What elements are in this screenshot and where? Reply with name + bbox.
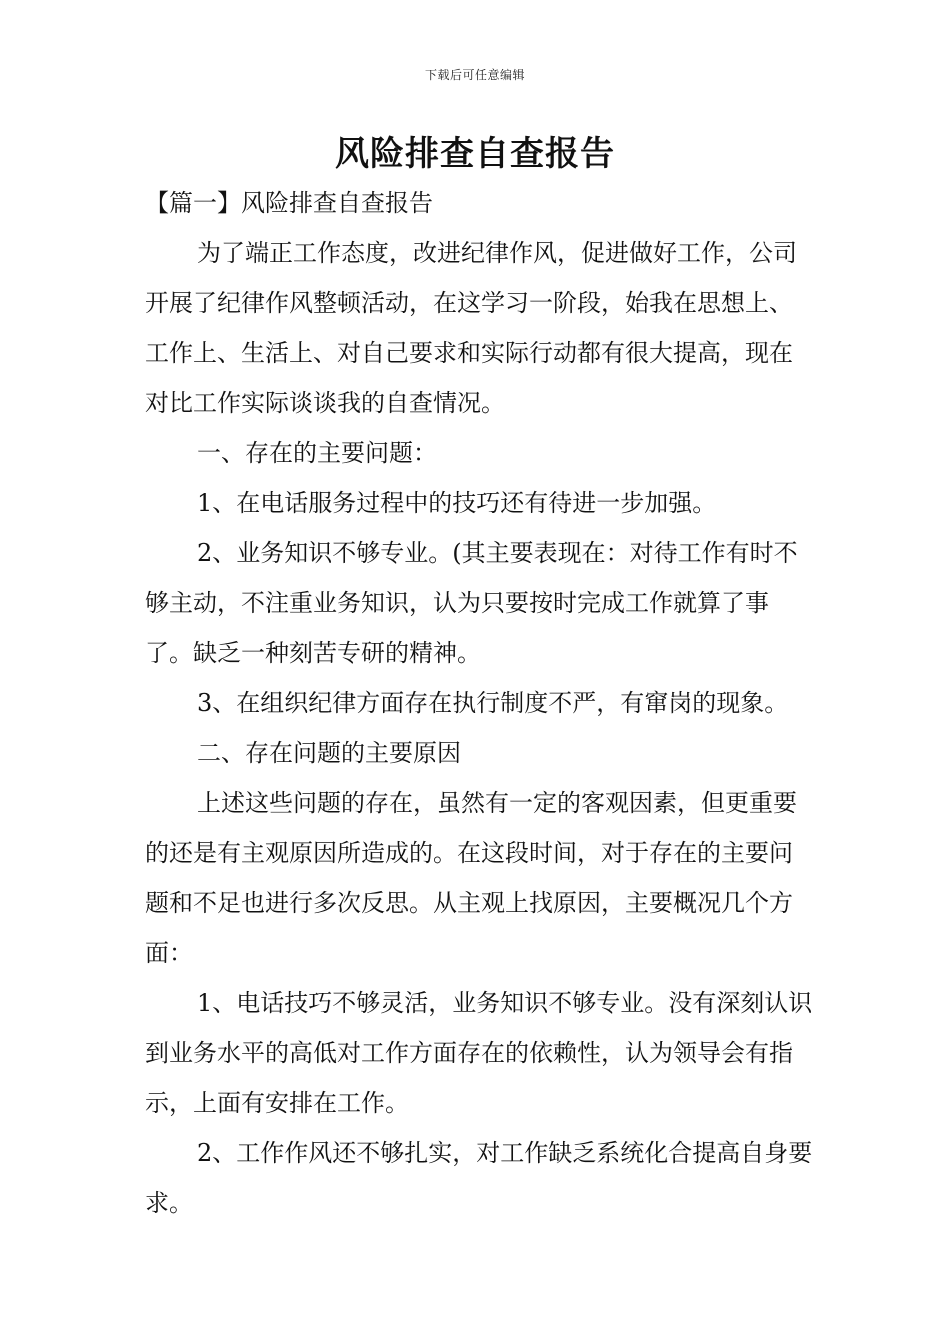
- section-heading: 【篇一】风险排查自查报告: [145, 189, 433, 217]
- paragraph-problem-1: 1、在电话服务过程中的技巧还有待进一步加强。: [197, 489, 717, 517]
- paragraph-problem-2: 2、业务知识不够专业。(其主要表现在：对待工作有时不够主动，不注重业务知识，认为只要按时完成工作就算了事了。缺乏一种刻苦专研的精神。: [145, 539, 798, 667]
- paragraph-intro: 为了端正工作态度，改进纪律作风，促进做好工作，公司开展了纪律作风整顿活动，在这学习一阶段，始我在思想上、工作上、生活上、对自己要求和实际行动都有很大提高，现在对比工作实际谈谈我的自查情况。: [145, 239, 797, 417]
- paragraph-causes-intro: 上述这些问题的存在，虽然有一定的客观因素，但更重要的还是有主观原因所造成的。在这段时间，对于存在的主要问题和不足也进行多次反思。从主观上找原因，主要概况几个方面：: [145, 789, 797, 967]
- document-body: [145, 178, 815, 1228]
- paragraph-heading-causes: 二、存在问题的主要原因: [197, 739, 461, 767]
- document-title: 风险排查自查报告: [335, 134, 615, 174]
- header-note: 下载后可任意编辑: [424, 68, 525, 82]
- paragraph-cause-1: 1、电话技巧不够灵活，业务知识不够专业。没有深刻认识到业务水平的高低对工作方面存在的依赖性，认为领导会有指示，上面有安排在工作。: [145, 989, 813, 1117]
- paragraph-problem-3: 3、在组织纪律方面存在执行制度不严，有窜岗的现象。: [197, 689, 789, 717]
- paragraph-heading-problems: 一、存在的主要问题：: [197, 439, 437, 467]
- paragraph-cause-2: 2、工作作风还不够扎实，对工作缺乏系统化合提高自身要求。: [145, 1139, 813, 1217]
